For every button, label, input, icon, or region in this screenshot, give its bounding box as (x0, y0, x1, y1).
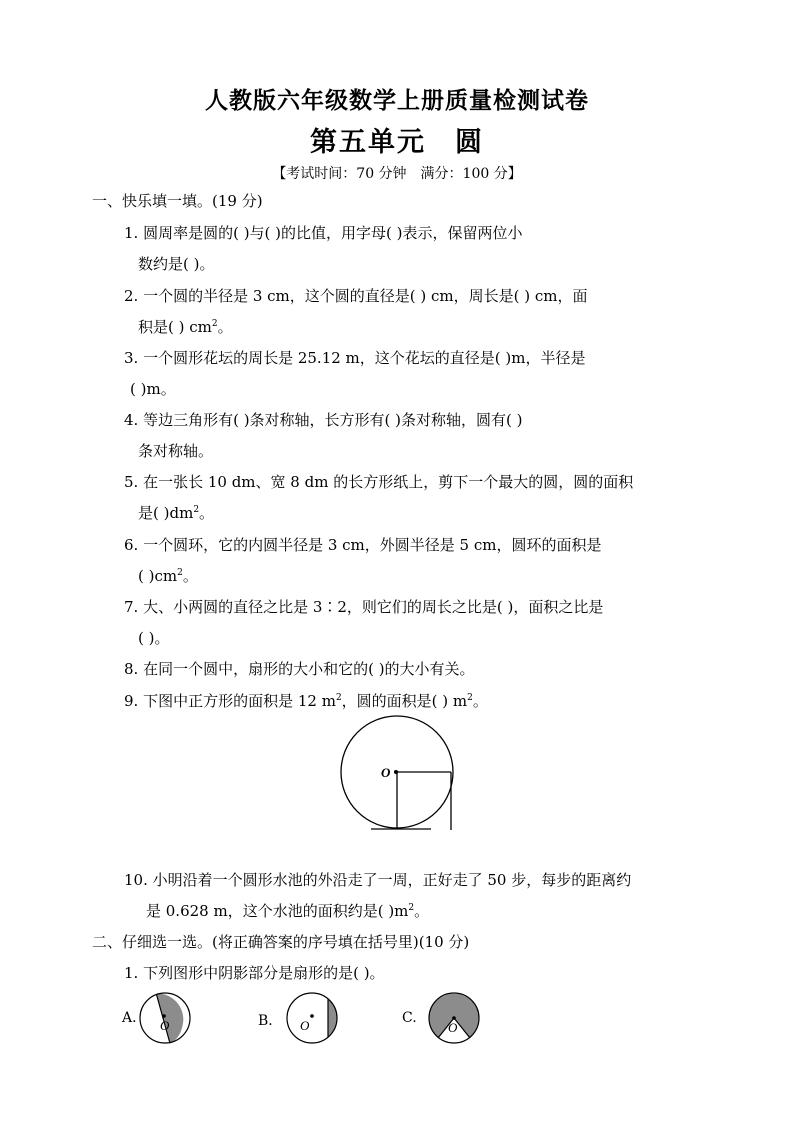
q7-line1: 7. 大、小两圆的直径之比是 3∶2，则它们的周长之比是( )，面积之比是 (124, 598, 604, 616)
q9-figure (335, 715, 465, 840)
q1-line1: 1. 圆周率是圆的( )与( )的比值，用字母( )表示，保留两位小 (124, 224, 523, 242)
q6-line2: ( )$cm^2$。 (138, 567, 198, 585)
option-b-center-dot (310, 1014, 314, 1018)
option-a-center-label: O (160, 1018, 170, 1033)
q10-line1: 10. 小明沿着一个圆形水池的外沿走了一周，正好走了 50 步，每步的距离约 (124, 871, 632, 889)
paper-title: 人教版六年级数学上册质量检测试卷 (205, 87, 589, 114)
q4-line2: 条对称轴。 (138, 442, 214, 460)
option-b-label: B． (258, 1013, 283, 1029)
q8-line1: 8. 在同一个圆中，扇形的大小和它的( )的大小有关。 (124, 660, 475, 678)
section1-heading: 一、快乐填一填。(19 分) (92, 192, 263, 210)
s2-q1-line1: 1. 下列图形中阴影部分是扇形的是( )。 (124, 964, 385, 982)
q9-center-label: O (381, 765, 391, 780)
q7-line2: ( )。 (138, 629, 170, 647)
q3-line2: ( )m。 (130, 380, 176, 398)
unit-title: 第五单元 圆 (310, 127, 484, 158)
q5-line2: 是( )$dm^2$。 (138, 504, 215, 522)
option-b-center-label: O (300, 1018, 310, 1033)
q10-line2: 是 0.628 m，这个水池的面积约是( )$m^2$。 (146, 902, 430, 920)
q4-line1: 4. 等边三角形有( )条对称轴，长方形有( )条对称轴，圆有( ) (124, 411, 523, 429)
q6-line1: 6. 一个圆环，它的内圆半径是 3 cm，外圆半径是 5 cm，圆环的面积是 (124, 536, 602, 554)
exam-info: 【考试时间：70 分钟 满分：100 分】 (272, 166, 522, 182)
q1-line2: 数约是( )。 (138, 255, 215, 273)
option-a-label: A. (122, 1010, 137, 1026)
option-c-figure (424, 992, 484, 1046)
q2-line2: 积是( ) $cm^2$。 (138, 318, 233, 336)
option-b-figure (284, 992, 344, 1046)
option-a-figure (136, 992, 196, 1046)
option-c-label: C. (402, 1010, 417, 1026)
option-c-center-label: O (448, 1020, 458, 1035)
q9-line1: 9. 下图中正方形的面积是 12 $m^2$，圆的面积是( ) $m^2$。 (124, 692, 488, 710)
q9-center-dot (394, 770, 398, 774)
section2-heading: 二、仔细选一选。(将正确答案的序号填在括号里)(10 分) (92, 933, 470, 951)
q2-line1: 2. 一个圆的半径是 3 cm，这个圆的直径是( ) cm，周长是( ) cm，面 (124, 287, 588, 305)
q3-line1: 3. 一个圆形花坛的周长是 25.12 m，这个花坛的直径是( )m，半径是 (124, 349, 586, 367)
q5-line1: 5. 在一张长 10 dm、宽 8 dm 的长方形纸上，剪下一个最大的圆，圆的面积 (124, 473, 634, 491)
